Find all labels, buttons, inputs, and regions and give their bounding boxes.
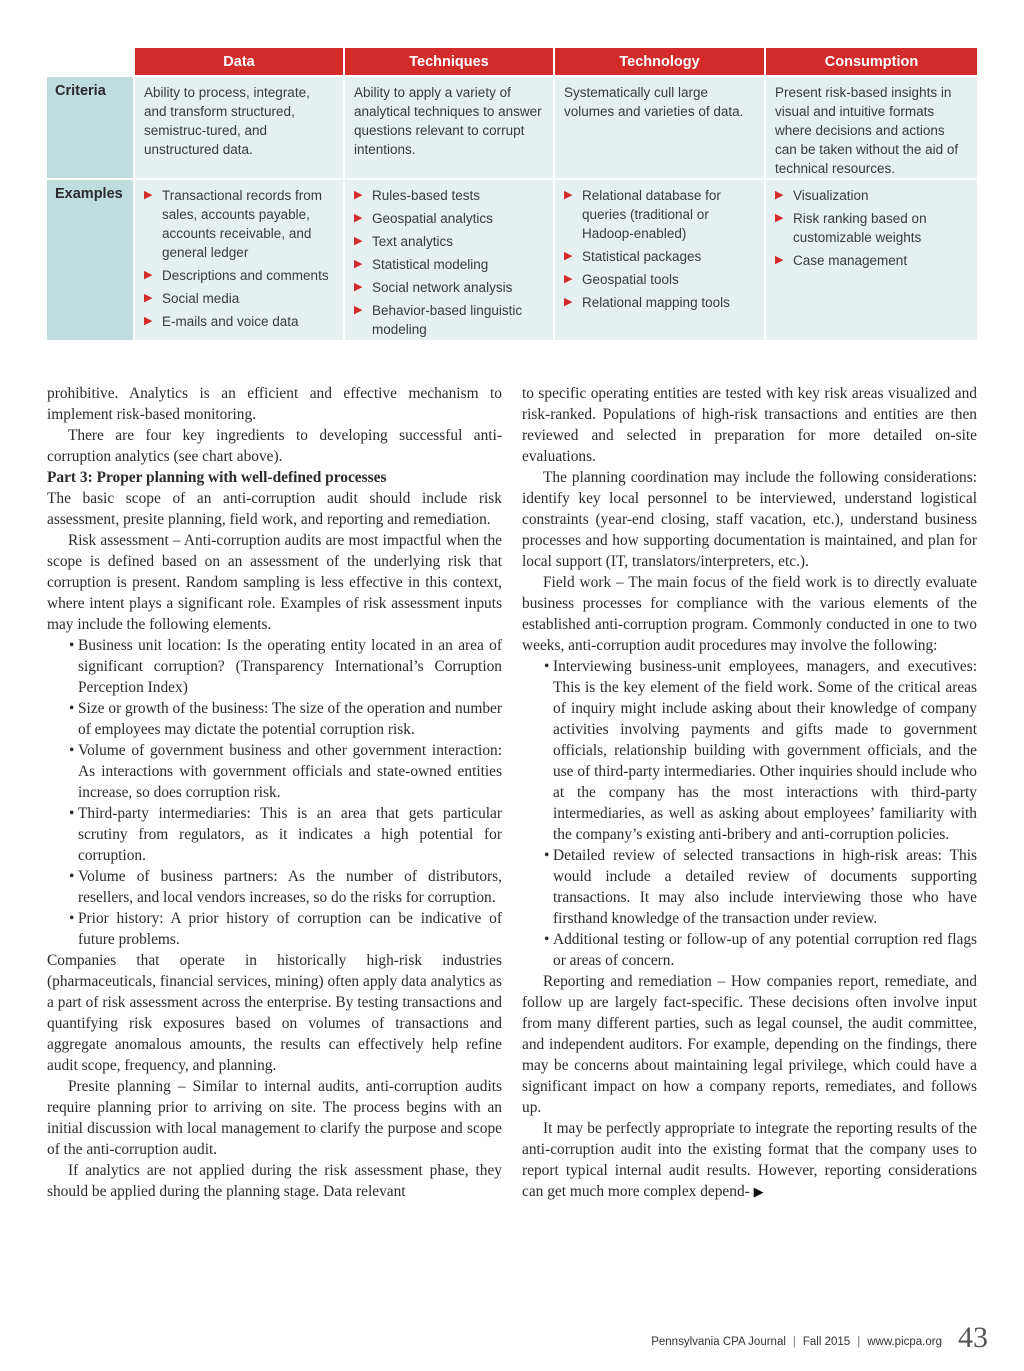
list-item: • Prior history: A prior history of corruption can be indicative of future problems.: [78, 908, 502, 950]
row-header-examples: [47, 180, 133, 340]
paragraph: to specific operating entities are tested with key risk areas visualized and risk-ranked. Populations of high-risk transactions and entities are then reviewed and selected in preparation for more detailed on-site evaluations.: [522, 385, 977, 465]
paragraph: There are four key ingredients to developing successful anti-corruption analytics (see chart above).: [47, 427, 502, 465]
footer-separator: |: [792, 1336, 796, 1348]
continue-arrow-icon: ▶: [753, 1185, 764, 1200]
criteria-cell-data: Ability to process, integrate, and transform structured, semistruc-tured, and unstructured data.: [135, 77, 343, 178]
column-header-data: Data: [135, 48, 343, 75]
list-item: • Detailed review of selected transactions in high-risk areas: This would include a detailed review of documents supporting transactions. It may also include interviewing those who have firsthand knowledge of the transaction under review.: [553, 845, 977, 929]
examples-cell-techniques: [345, 180, 553, 340]
criteria-cell-techniques: Ability to apply a variety of analytical techniques to answer questions relevant to corrupt intentions.: [345, 77, 553, 178]
issue-date: Fall 2015: [802, 1336, 851, 1348]
section-heading: Part 3: Proper planning with well-defined processes: [47, 469, 387, 486]
example-item: ▶ Geospatial analytics: [354, 209, 545, 228]
field-work-list: [522, 656, 977, 971]
list-item: • Interviewing business-unit employees, managers, and executives: This is the key element of the field work. Some of the critical areas of inquiry might include asking about their knowledge of company activities involving payments and gifts made to government officials, relationship building with government officials, and the use of third-party intermediaries. Other inquiries should include who at the company has the most interactions with third-party intermediaries, as well as asking about employees’ familiarity with the company’s existing anti-bribery and anti-corruption policies.: [553, 656, 977, 845]
example-item: ▶ Rules-based tests: [354, 186, 545, 205]
column-header-consumption: Consumption: [766, 48, 977, 75]
risk-input-list: [47, 635, 502, 950]
example-item: ▶ Social network analysis: [354, 278, 545, 297]
column-header-techniques: Techniques: [345, 48, 553, 75]
example-item: ▶ E-mails and voice data: [144, 312, 335, 331]
paragraph: The planning coordination may include the following considerations: identify key local personnel to be interviewed, understand logistical constraints (year-end closing, staff vacation, etc.), understand business processes and how supporting documentation is maintained, and plan for local support (IT, translators/interpreters, etc.).: [522, 469, 977, 570]
paragraph: Reporting and remediation – How companies report, remediate, and follow up are largely fact-specific. These decisions often involve input from many different parties, such as legal counsel, the audit committee, and independent auditors. For example, depending on the findings, there may be concerns about maintaining legal privilege, which could have a significant impact on how a company reports, remediates, and follows up.: [522, 973, 977, 1116]
example-item: ▶ Relational mapping tools: [564, 293, 756, 312]
criteria-label: Criteria: [55, 83, 106, 99]
example-item: ▶ Descriptions and comments: [144, 266, 335, 285]
list-item: • Additional testing or follow-up of any potential corruption red flags or areas of concern.: [553, 929, 977, 971]
right-column: [522, 383, 977, 1203]
paragraph: Field work – The main focus of the field work is to directly evaluate business processes for compliance with the various elements of the established anti-corruption program. Commonly conducted in one to two weeks, anti-corruption audit procedures may involve the following:: [522, 574, 977, 654]
examples-cell-data: [135, 180, 343, 340]
page-footer: [651, 1318, 988, 1354]
example-item: ▶ Relational database for queries (traditional or Hadoop-enabled): [564, 186, 756, 243]
paragraph: [522, 1118, 977, 1203]
example-item: ▶ Behavior-based linguistic modeling: [354, 301, 545, 339]
list-item: • Business unit location: Is the operating entity located in an area of significant corruption? (Transparency International’s Corruption Perception Index): [78, 635, 502, 698]
example-item: ▶ Statistical modeling: [354, 255, 545, 274]
examples-label: Examples: [55, 186, 123, 202]
ingredients-table: [47, 48, 977, 340]
journal-name: Pennsylvania CPA Journal: [651, 1336, 786, 1348]
paragraph: The basic scope of an anti-corruption audit should include risk assessment, presite planning, field work, and reporting and remediation.: [47, 490, 502, 528]
list-item: • Volume of business partners: As the number of distributors, resellers, and local vendors increases, so do the risks for corruption.: [78, 866, 502, 908]
paragraph: Risk assessment – Anti-corruption audits are most impactful when the scope is defined based on an assessment of the underlying risk that corruption is present. Random sampling is less effective in this context, where intent plays a significant role. Examples of risk assessment inputs may include the following elements.: [47, 532, 502, 633]
criteria-cell-consumption: Present risk-based insights in visual and intuitive formats where decisions and actions can be taken without the aid of technical resources.: [766, 77, 977, 178]
examples-cell-technology: [555, 180, 764, 340]
footer-separator: |: [857, 1336, 861, 1348]
criteria-cell-technology: Systematically cull large volumes and varieties of data.: [555, 77, 764, 178]
list-item: • Volume of government business and other government interaction: As interactions with government officials and state-owned entities increase, so does corruption risk.: [78, 740, 502, 803]
example-item: ▶ Visualization: [775, 186, 969, 205]
column-header-technology: Technology: [555, 48, 764, 75]
left-column: [47, 383, 502, 1202]
example-item: ▶ Geospatial tools: [564, 270, 756, 289]
paragraph: Presite planning – Similar to internal audits, anti-corruption audits require planning prior to arriving on site. The process begins with an initial discussion with local management to clarify the purpose and scope of the anti-corruption audit.: [47, 1078, 502, 1158]
paragraph: prohibitive. Analytics is an efficient and effective mechanism to implement risk-based monitoring.: [47, 385, 502, 423]
paragraph-text: It may be perfectly appropriate to integrate the reporting results of the anti-corruption audit into the existing format that the company uses to report typical internal audit results. However, reporting considerations can get much more complex depend-: [522, 1120, 977, 1200]
page-number: 43: [958, 1321, 988, 1354]
list-item: • Size or growth of the business: The size of the operation and number of employees may dictate the potential corruption risk.: [78, 698, 502, 740]
example-item: ▶ Statistical packages: [564, 247, 756, 266]
example-item: ▶ Case management: [775, 251, 969, 270]
example-item: ▶ Text analytics: [354, 232, 545, 251]
example-item: ▶ Social media: [144, 289, 335, 308]
examples-cell-consumption: [766, 180, 977, 340]
list-item: • Third-party intermediaries: This is an area that gets particular scrutiny from regulators, as it indicates a high potential for corruption.: [78, 803, 502, 866]
example-item: ▶ Risk ranking based on customizable weights: [775, 209, 969, 247]
paragraph: Companies that operate in historically high-risk industries (pharmaceuticals, financial services, mining) often apply data analytics as a part of risk assessment across the enterprise. By testing transactions and quantifying risk exposures based on volumes of transactions and aggregate anomalous amounts, the results can effectively help refine audit scope, frequency, and planning.: [47, 952, 502, 1074]
example-item: ▶ Transactional records from sales, accounts payable, accounts receivable, and general ledger: [144, 186, 335, 262]
row-header-criteria: [47, 77, 133, 178]
website-link[interactable]: www.picpa.org: [867, 1336, 942, 1348]
paragraph: If analytics are not applied during the risk assessment phase, they should be applied during the planning stage. Data relevant: [47, 1162, 502, 1200]
